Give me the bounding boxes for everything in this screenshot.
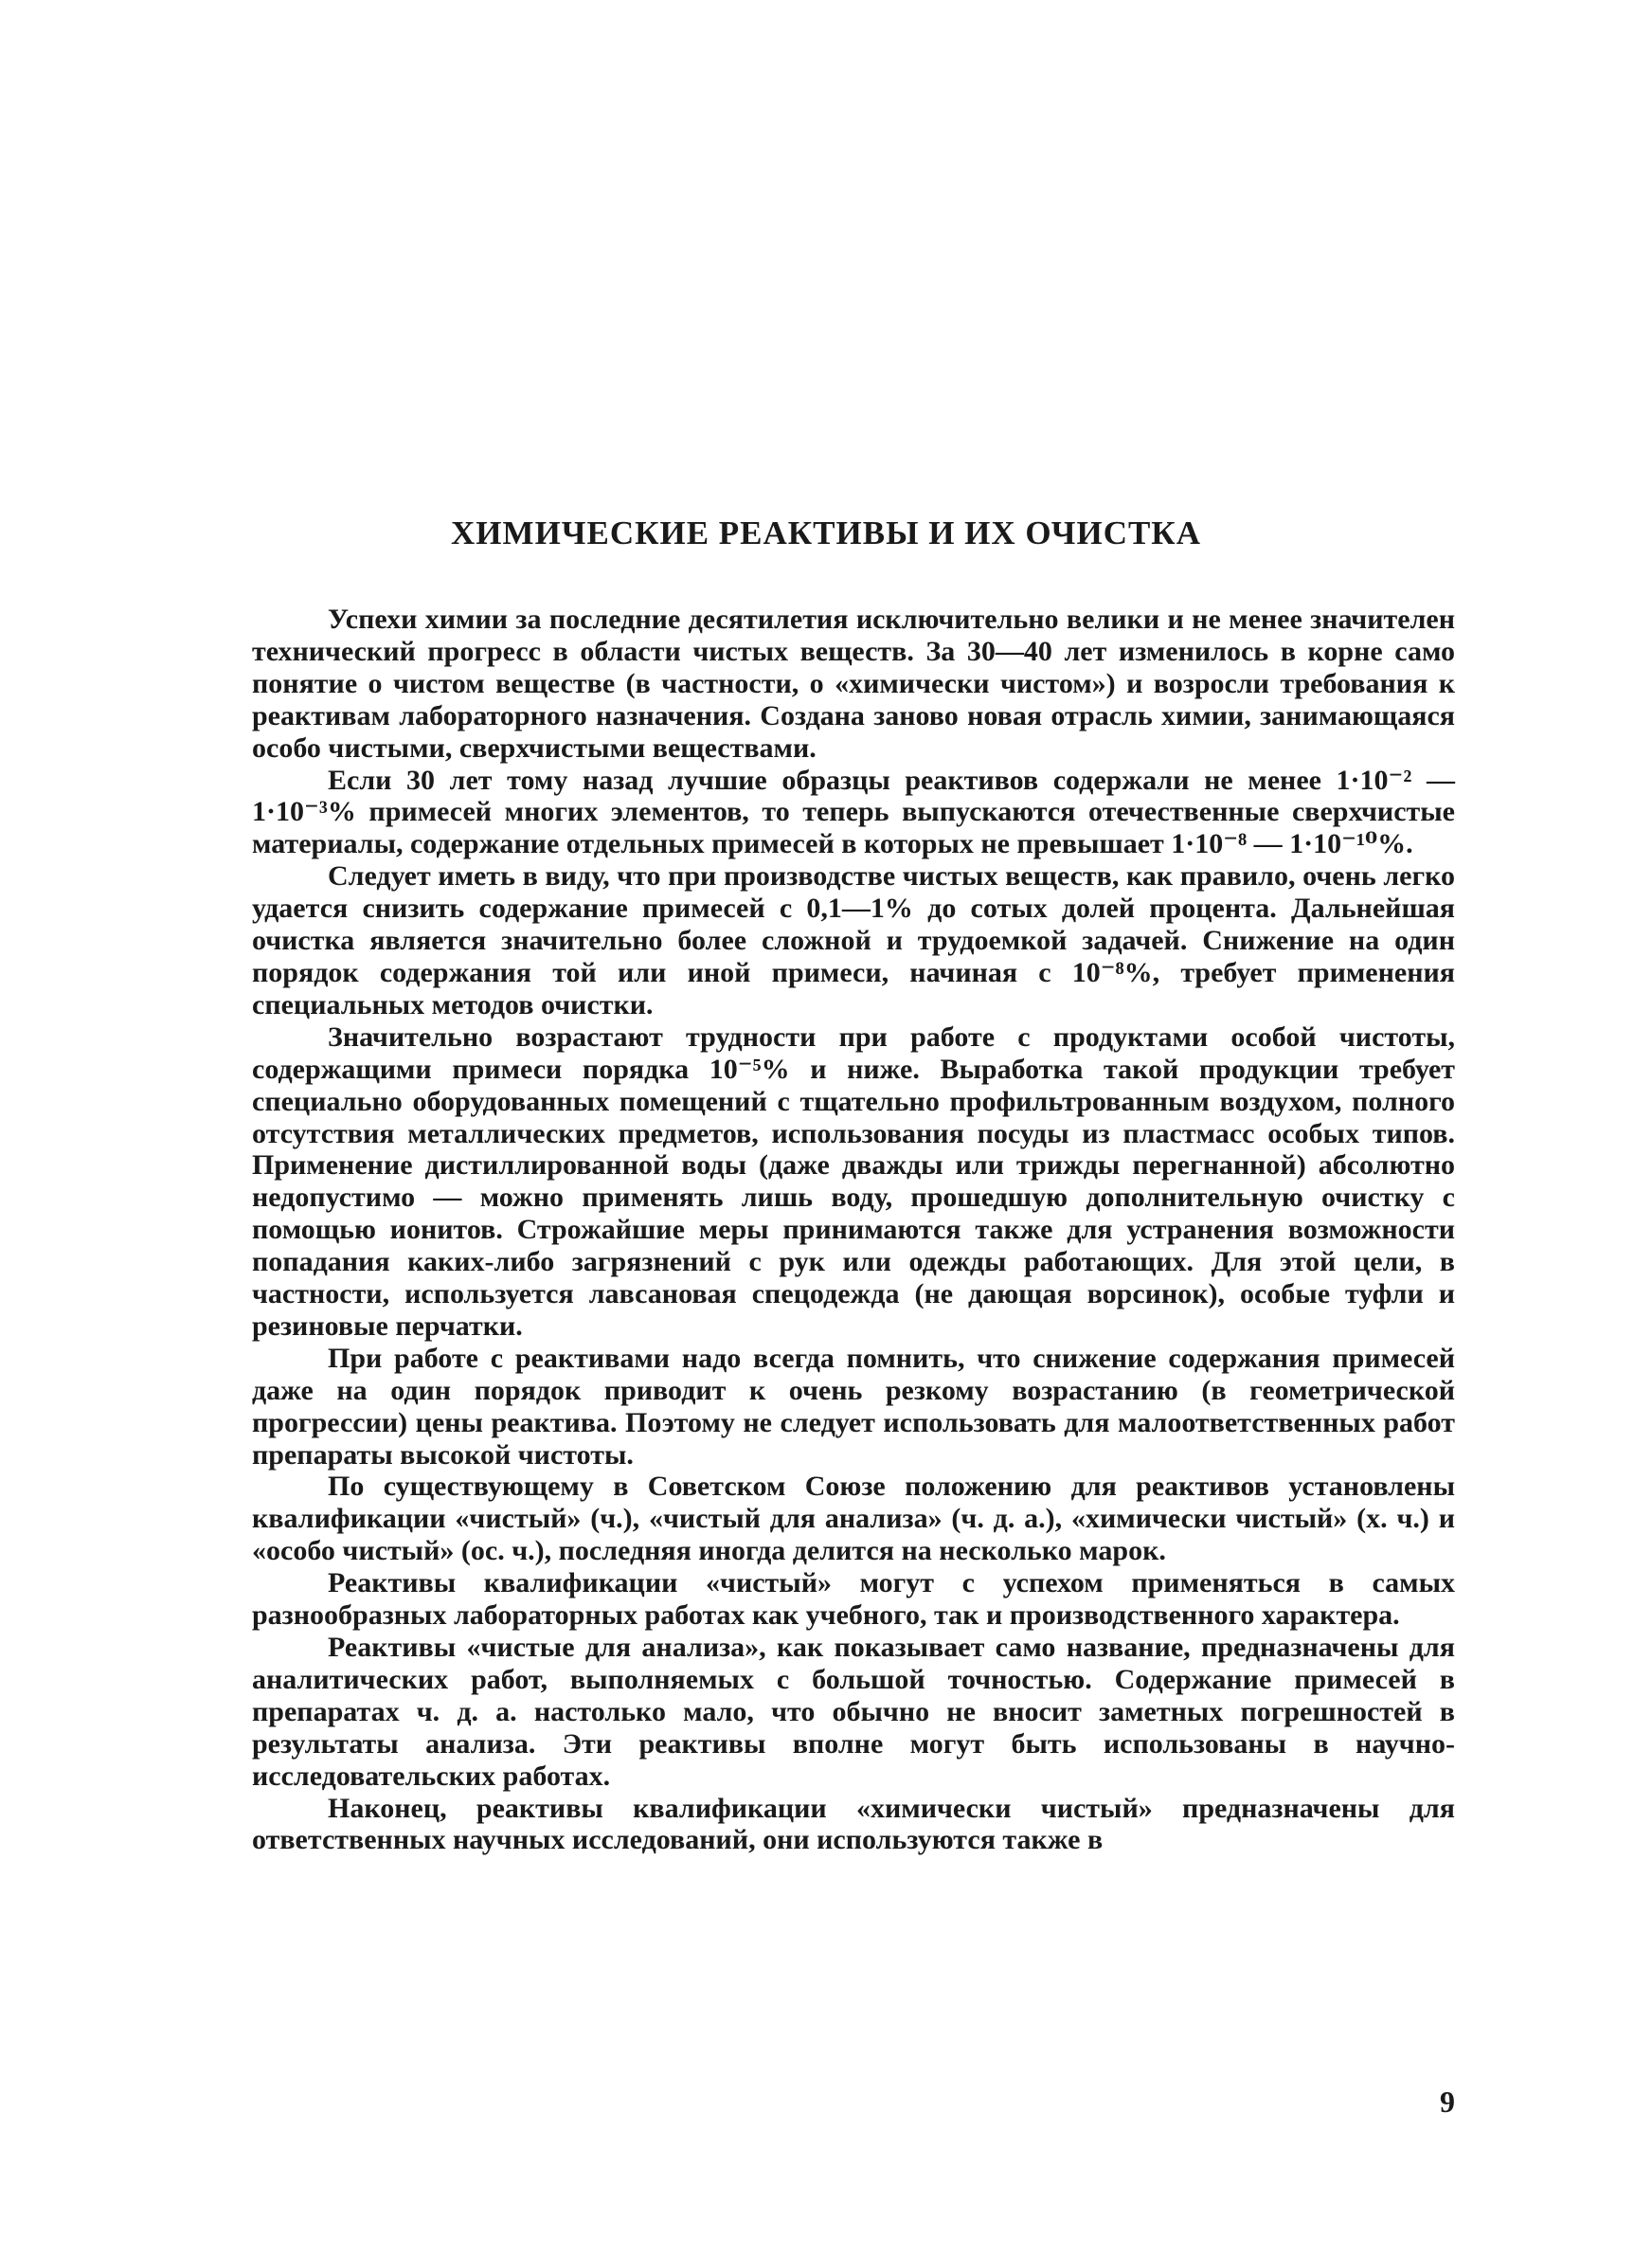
- paragraph-4: Значительно возрастают трудности при работе с продуктами особой чистоты, содержащими примеси порядка 10⁻⁵% и ниже. Выработка такой продукции требует специально оборудованных помещений с тщательно профильтрованным воздухом, полного отсутствия металлических предметов, использования посуды из пластмасс особых типов. Применение дистиллированной воды (даже дважды или трижды перегнанной) абсолютно недопустимо — можно применять лишь воду, прошедшую дополнительную очистку с помощью ионитов. Строжайшие меры принимаются также для устранения возможности попадания каких-либо загрязнений с рук или одежды работающих. Для этой цели, в частности, используется лавсановая спецодежда (не дающая ворсинок), особые туфли и резиновые перчатки.: [252, 1020, 1455, 1342]
- paragraph-1: Успехи химии за последние десятилетия исключительно велики и не менее значителен технический прогресс в области чистых веществ. За 30—40 лет изменилось в корне само понятие о чистом веществе (в частности, о «химически чистом») и возросли требования к реактивам лабораторного назначения. Создана заново новая отрасль химии, занимающаяся особо чистыми, сверхчистыми веществами.: [252, 604, 1455, 764]
- paragraph-5: При работе с реактивами надо всегда помнить, что снижение содержания примесей даже на один порядок приводит к очень резкому возрастанию (в геометрической прогрессии) цены реактива. Поэтому не следует использовать для малоответственных работ препараты высокой чистоты.: [252, 1342, 1455, 1471]
- paragraph-6: По существующему в Советском Союзе положению для реактивов установлены квалификации «чистый» (ч.), «чистый для анализа» (ч. д. а.), «химически чистый» (х. ч.) и «особо чистый» (ос. ч.), последняя иногда делится на несколько марок.: [252, 1471, 1455, 1567]
- paragraph-8: Реактивы «чистые для анализа», как показывает само название, предназначены для аналитических работ, выполняемых с большой точностью. Содержание примесей в препаратах ч. д. а. настолько мало, что обычно не вносит заметных погрешностей в результаты анализа. Эти реактивы вполне могут быть использованы в научно-исследовательских работах.: [252, 1632, 1455, 1792]
- paragraph-2: Если 30 лет тому назад лучшие образцы реактивов содержали не менее 1·10⁻² — 1·10⁻³% примесей многих элементов, то теперь выпускаются отечественные сверхчистые материалы, содержание отдельных примесей в которых не превышает 1·10⁻⁸ — 1·10⁻¹⁰%.: [252, 764, 1455, 860]
- body-text: [252, 604, 1455, 1856]
- chapter-title: ХИМИЧЕСКИЕ РЕАКТИВЫ И ИХ ОЧИСТКА: [451, 515, 1201, 551]
- paragraph-9: Наконец, реактивы квалификации «химически чистый» предназначены для ответственных научных исследований, они используются также в: [252, 1792, 1455, 1856]
- paragraph-3: Следует иметь в виду, что при производстве чистых веществ, как правило, очень легко удается снизить содержание примесей с 0,1—1% до сотых долей процента. Дальнейшая очистка является значительно более сложной и трудоемкой задачей. Снижение на один порядок содержания той или иной примеси, начиная с 10⁻⁸%, требует применения специальных методов очистки.: [252, 860, 1455, 1020]
- paragraph-7: Реактивы квалификации «чистый» могут с успехом применяться в самых разнообразных лабораторных работах как учебного, так и производственного характера.: [252, 1567, 1455, 1632]
- page-number: 9: [1440, 2085, 1455, 2119]
